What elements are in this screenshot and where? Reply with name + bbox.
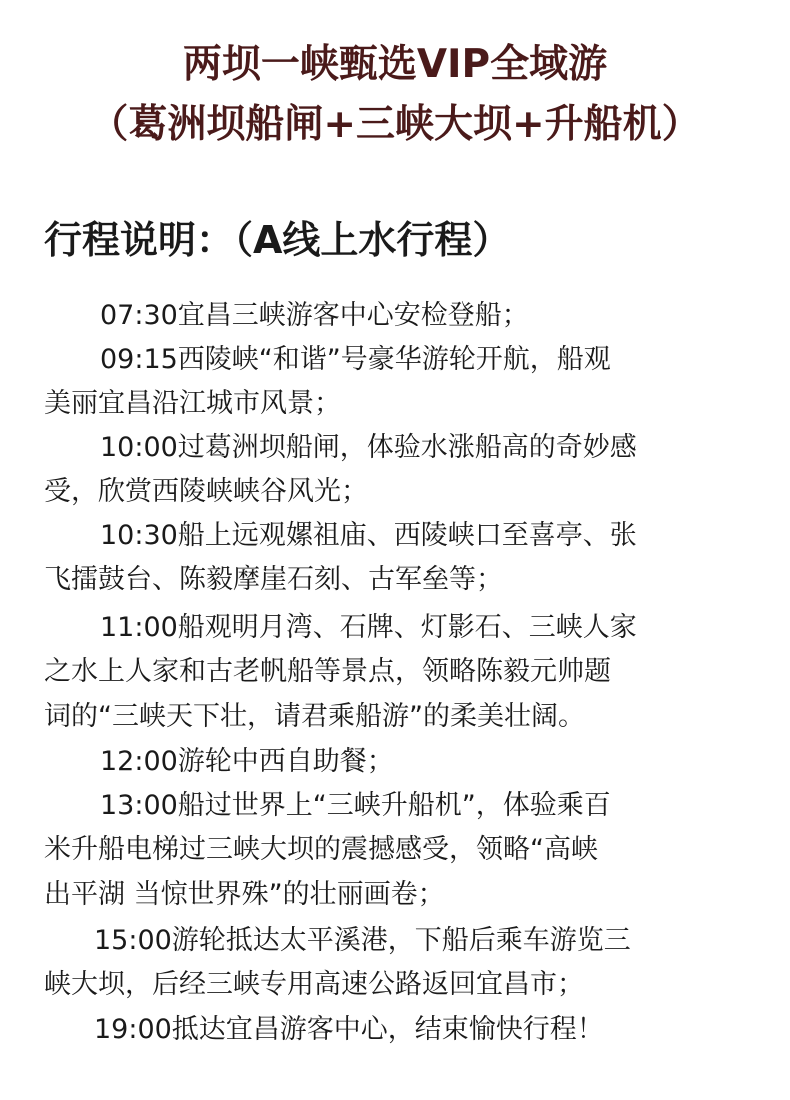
page-title-line-2: （葛洲坝船闸+三峡大坝+升船机） [89,102,701,147]
itinerary-line: 12:00游轮中西自助餐； [100,746,394,777]
section-heading: 行程说明：（A线上水行程） [44,218,511,262]
itinerary-line: 10:30船上远观嫘祖庙、西陵峡口至喜亭、张 [100,520,637,551]
itinerary-line: 19:00抵达宜昌游客中心，结束愉快行程！ [94,1014,604,1045]
itinerary-line: 出平湖 当惊世界殊”的壮丽画卷； [44,879,445,910]
itinerary-line: 词的“三峡天下壮，请君乘船游”的柔美壮阔。 [44,701,585,732]
itinerary-line: 飞擂鼓台、陈毅摩崖石刻、古军垒等； [44,564,503,595]
itinerary-line: 美丽宜昌沿江城市风景； [44,388,341,419]
itinerary-line: 15:00游轮抵达太平溪港，下船后乘车游览三 [94,925,631,956]
itinerary-line: 峡大坝，后经三峡专用高速公路返回宜昌市； [44,969,584,1000]
itinerary-line: 09:15西陵峡“和谐”号豪华游轮开航，船观 [100,344,611,375]
itinerary-line: 10:00过葛洲坝船闸，体验水涨船高的奇妙感 [100,432,637,463]
itinerary-line: 11:00船观明月湾、石牌、灯影石、三峡人家 [100,612,637,643]
itinerary-line: 之水上人家和古老帆船等景点，领略陈毅元帅题 [44,656,611,687]
itinerary-line: 07:30宜昌三峡游客中心安检登船； [100,300,529,331]
page-title-line-1: 两坝一峡甄选VIP全域游 [182,42,608,87]
itinerary-line: 13:00船过世界上“三峡升船机”，体验乘百 [100,790,611,821]
itinerary-line: 米升船电梯过三峡大坝的震撼感受，领略“高峡 [44,834,598,865]
itinerary-line: 受，欣赏西陵峡峡谷风光； [44,476,368,507]
